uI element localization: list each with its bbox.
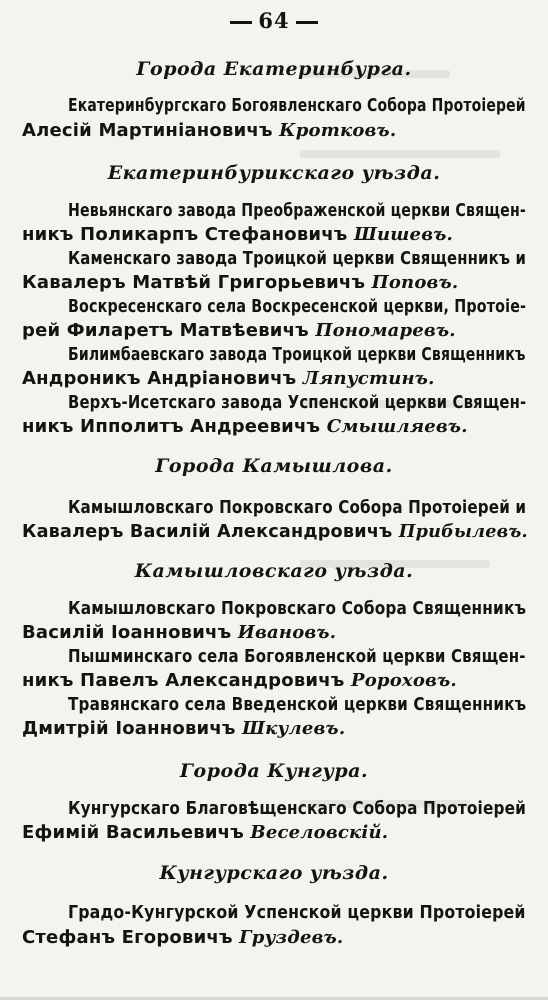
entry-line-1 (68, 200, 526, 221)
entry-surname: Ляпустинъ. (302, 368, 435, 389)
entry-line-2 (22, 320, 456, 341)
entry-surname: Кротковъ. (279, 120, 397, 141)
entry-line-2 (22, 927, 343, 948)
entry-line-2 (22, 416, 468, 437)
entry-name: Ефимій Васильевичъ (22, 822, 251, 843)
entry-name: Кавалеръ Матвѣй Григорьевичъ (22, 272, 372, 293)
entry-line-2 (22, 224, 453, 245)
entry-line-2 (22, 718, 345, 739)
entry-line-2 (22, 822, 388, 843)
entry-line-1 (68, 95, 526, 116)
entry-line-1 (68, 598, 526, 619)
entry-name: Василій Іоанновичъ (22, 622, 238, 643)
entry-line-1 (68, 344, 526, 365)
entry-surname: Прибылевъ. (398, 521, 528, 542)
entry-name: никъ Павелъ Александровичъ (22, 670, 351, 691)
entry-text: Пышминскаго села Богоявленской церкви Священ- (68, 646, 526, 667)
section-heading: Камышловскаго уѣзда. (134, 560, 414, 582)
section-heading: Кунгурскаго уѣзда. (159, 862, 389, 884)
entry-surname: Шишевъ. (353, 224, 453, 245)
entry-text: Воскресенскаго села Воскресенской церкви, Протоіе- (68, 296, 527, 317)
right-dash (296, 21, 318, 24)
entry-line-1 (68, 497, 526, 518)
entry-surname: Ророховъ. (350, 670, 457, 691)
entry-text: Камышловскаго Покровскаго Собора Священникъ (68, 598, 527, 619)
entry-surname: Поповъ. (371, 272, 459, 293)
entry-name: Алесій Мартиніановичъ (22, 120, 280, 141)
entry-name: Кавалеръ Василій Александровичъ (22, 521, 399, 542)
entry-text: Невьянскаго завода Преображенской церкви Священ- (68, 200, 526, 221)
section-heading: Города Камышлова. (155, 455, 393, 477)
entry-line-1 (68, 798, 526, 819)
entry-text: Камышловскаго Покровскаго Собора Протоіерей и (68, 497, 527, 518)
entry-text: Травянскаго села Введенской церкви Священникъ (68, 694, 527, 715)
bleed-through-mark (300, 150, 500, 158)
entry-line-1 (68, 296, 526, 317)
section-heading: Города Кунгура. (179, 760, 369, 782)
entry-surname: Ивановъ. (237, 622, 337, 643)
entry-name: никъ Поликарпъ Стефановичъ (22, 224, 354, 245)
entry-line-2 (22, 670, 457, 691)
entry-surname: Веселовскій. (250, 822, 389, 843)
entry-line-1 (68, 392, 526, 413)
left-dash (230, 21, 252, 24)
entry-line-2 (22, 521, 528, 542)
entry-name: Андроникъ Андріановичъ (22, 368, 303, 389)
entry-name: Дмитрій Іоанновичъ (22, 718, 243, 739)
entry-text: Градо-Кунгурской Успенской церкви Протоіерей (68, 902, 526, 923)
entry-text: Верхъ-Исетскаго завода Успенской церкви Священ- (68, 392, 527, 413)
entry-line-1 (68, 646, 526, 667)
entry-surname: Шкулевъ. (242, 718, 346, 739)
entry-name: рей Филаретъ Матвѣевичъ (22, 320, 316, 341)
entry-line-1 (68, 902, 526, 923)
entry-name: никъ Ипполитъ Андреевичъ (22, 416, 327, 437)
entry-line-1 (68, 248, 526, 269)
entry-surname: Смышляевъ. (326, 416, 468, 437)
entry-line-2 (22, 272, 458, 293)
entry-line-2 (22, 622, 336, 643)
entry-text: Екатеринбургскаго Богоявленскаго Собора Протоіерей (68, 95, 526, 116)
entry-surname: Пономаревъ. (315, 320, 456, 341)
entry-line-2 (22, 368, 435, 389)
entry-text: Кунгурскаго Благовѣщенскаго Собора Протоіерей (68, 798, 527, 819)
entry-line-1 (68, 694, 526, 715)
entry-name: Стефанъ Егоровичъ (22, 927, 240, 948)
entry-line-2 (22, 120, 396, 141)
section-heading: Екатеринбурикскаго уѣзда. (107, 162, 441, 184)
entry-surname: Груздевъ. (239, 927, 344, 948)
entry-text: Билимбаевскаго завода Троицкой церкви Священникъ (68, 344, 526, 365)
page-number (0, 8, 548, 33)
page-number-text: 64 (258, 8, 290, 33)
section-heading: Города Екатеринбурга. (136, 58, 412, 80)
entry-text: Каменскаго завода Троицкой церкви Священникъ и (68, 248, 527, 269)
